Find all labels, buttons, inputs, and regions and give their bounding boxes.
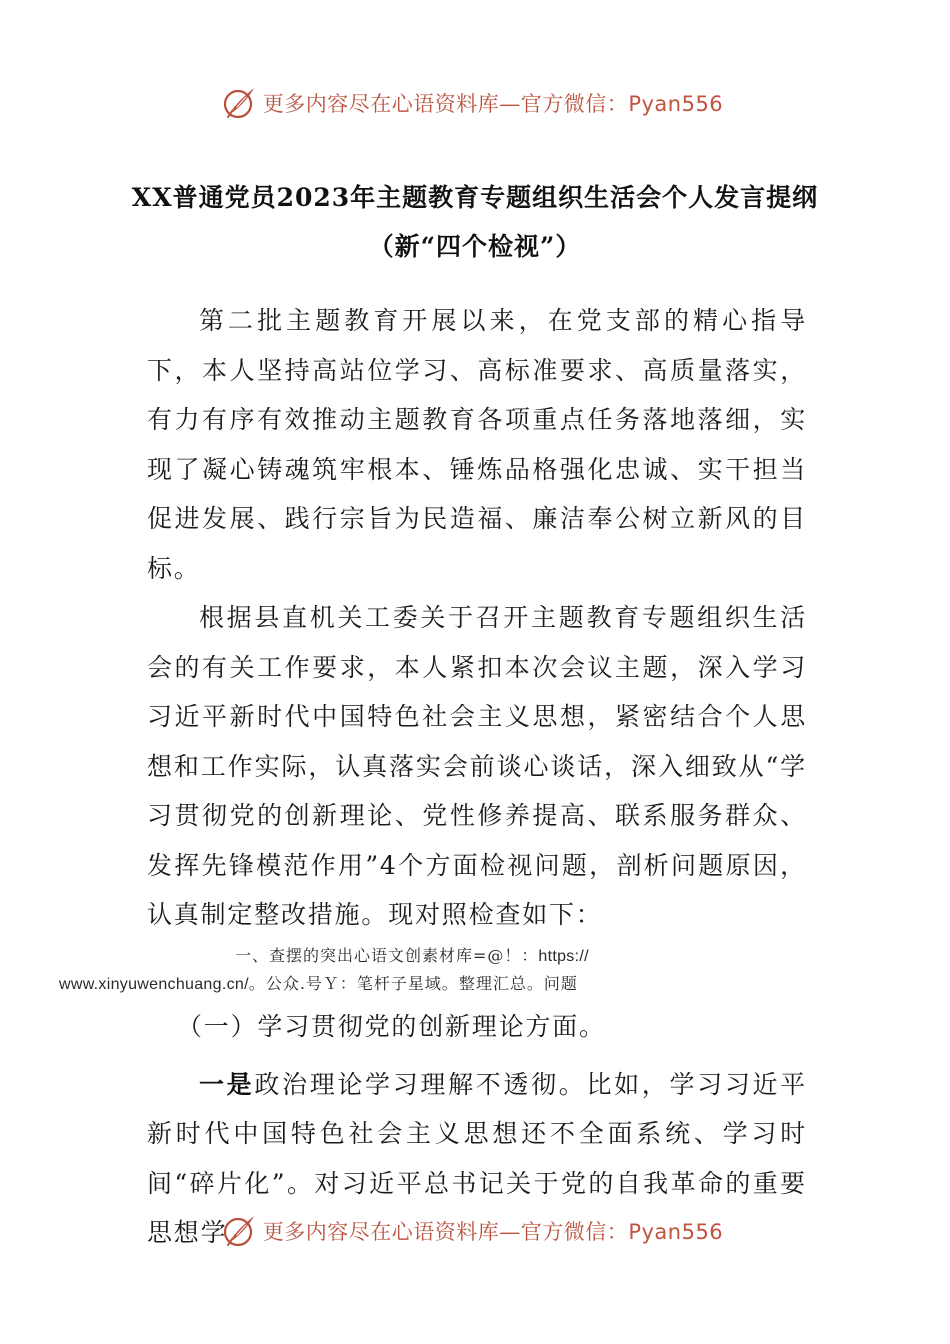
subheading-theory: （一）学习贯彻党的创新理论方面。 [177,1011,606,1041]
section-heading-note [59,942,807,998]
watermark-banner-content-bottom [221,1213,723,1249]
paragraph-intro: 第二批主题教育开展以来，在党支部的精心指导下，本人坚持高站位学习、高标准要求、高质量落实，有力有序有效推动主题教育各项重点任务落地落细，实现了凝心铸魂筑牢根本、锤炼品格强化忠诚、实干担当促进发展、践行宗旨为民造福、廉洁奉公树立新风的目标。 [147,306,807,583]
watermark-banner-top [0,78,950,128]
paragraph-requirements: 根据县直机关工委关于召开主题教育专题组织生活会的有关工作要求，本人紧扣本次会议主题，深入学习习近平新时代中国特色社会主义思想，紧密结合个人思想和工作实际，认真落实会前谈心谈话，深入细致从“学习贯彻党的创新理论、党性修养提高、联系服务群众、发挥先锋模范作用”4个方面检视问题，剖析问题原因，认真制定整改措施。现对照检查如下： [147,603,807,929]
document-title: XX普通党员2023年主题教育专题组织生活会个人发言提纲 [131,183,819,212]
watermark-text [263,88,723,118]
watermark-label-bottom: 更多内容尽在心语资料库—官方微信： [262,1220,629,1244]
quill-pen-logo-icon [221,85,257,121]
note-prefix: 一、查摆的突出心语文创素材库=@！： [235,945,539,965]
point-one-text: 政治理论学习理解不透彻。比如，学习习近平新时代中国特色社会主义思想还不全面系统、学习时间“碎片化”。对习近平总书记关于党的自我革命的重要思想学 [147,1069,807,1247]
document-subtitle: （新“四个检视”） [368,232,582,261]
watermark-text-bottom [263,1216,723,1246]
note-url-part1: https:// [538,947,589,965]
point-one-label: 一是 [199,1069,255,1099]
note-suffix: 。公众.号Ｙ：笔杆子星域。整理汇总。问题 [248,973,578,993]
watermark-wechat-id-bottom: Pyan556 [628,1220,724,1244]
watermark-wechat-id: Pyan556 [628,92,724,116]
watermark-label: 更多内容尽在心语资料库—官方微信： [262,92,629,116]
watermark-banner-content [221,85,723,121]
document-body [59,296,807,1258]
note-url-part2: www.xinyuwenchuang.cn/ [59,975,249,993]
quill-pen-logo-icon [221,1213,257,1249]
watermark-banner-bottom [0,1206,950,1256]
